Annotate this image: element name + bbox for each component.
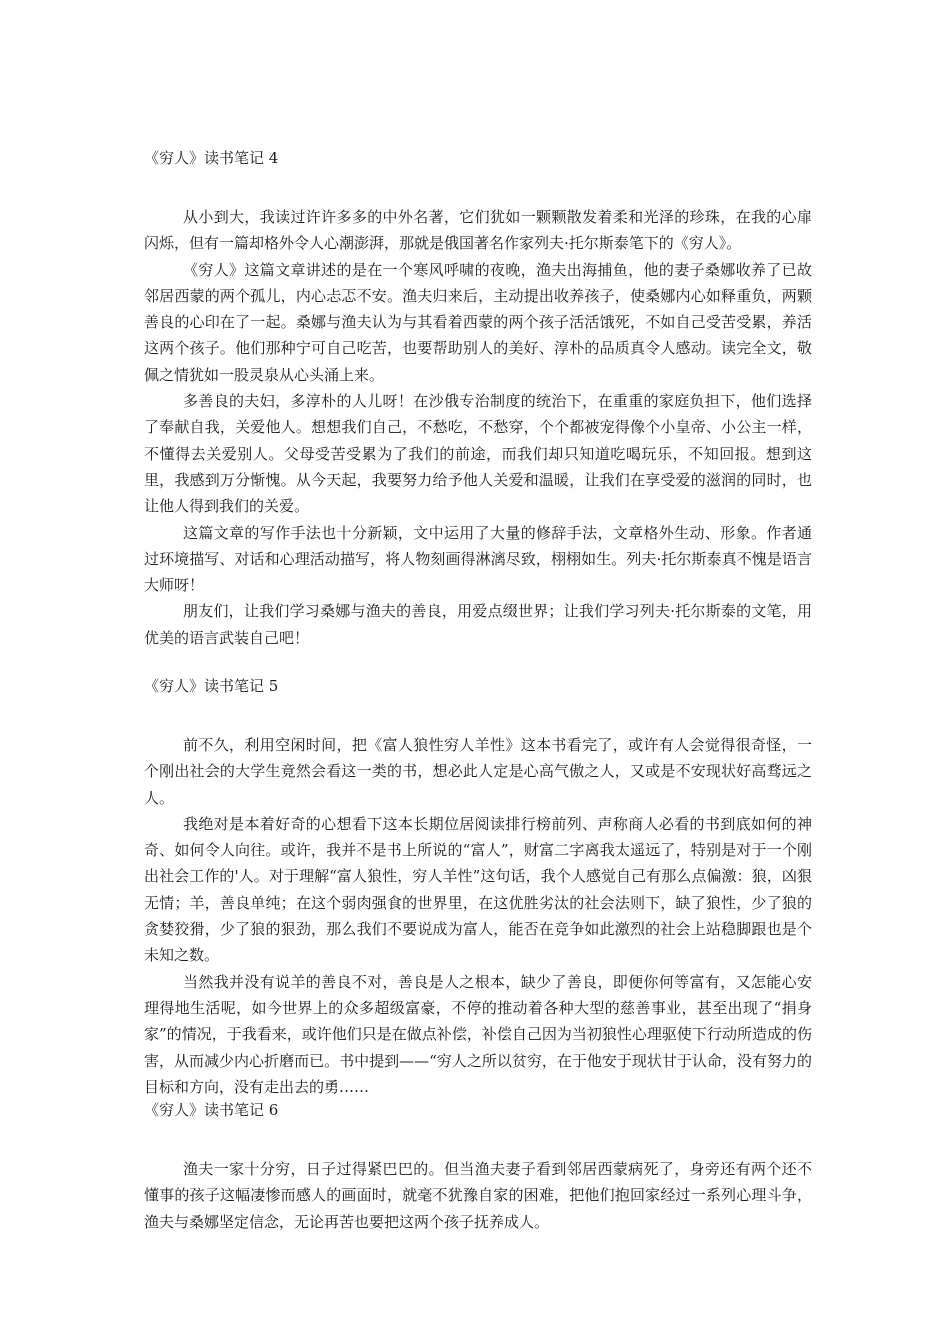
paragraph: 当然我并没有说羊的善良不对，善良是人之根本，缺少了善良，即便你何等富有，又怎能心安理得地生活呢，如今世界上的众多超级富豪，不停的推动着各种大型的慈善事业，甚至出现了“捐身家”的情况，于我看来，或许他们只是在做点补偿，补偿自己因为当初狼性心理驱使下行动所造成的伤害，从而减少内心折磨而已。书中提到——“穷人之所以贫穷，在于他安于现状甘于认命，没有努力的目标和方向，没有走出去的勇…… <box>144 972 812 1096</box>
section-body <box>144 1156 812 1235</box>
paragraph: 多善良的夫妇，多淳朴的人儿呀！在沙俄专治制度的统治下，在重重的家庭负担下，他们选择了奉献自我，关爱他人。想想我们自己，不愁吃，不愁穿，个个都被宠得像个小皇帝、小公主一样，不懂得去关爱别人。父母受苦受累为了我们的前途，而我们却只知道吃喝玩乐，不知回报。想到这里，我感到万分惭愧。从今天起，我要努力给予他人关爱和温暖，让我们在享受爱的滋润的同时，也让他人得到我们的关爱。 <box>144 392 812 516</box>
section-heading: 《穷人》读书笔记 5 <box>144 677 279 695</box>
paragraph: 《穷人》这篇文章讲述的是在一个寒风呼啸的夜晚，渔夫出海捕鱼，他的妻子桑娜收养了已故邻居西蒙的两个孤儿，内心忐忑不安。渔夫归来后，主动提出收养孩子，使桑娜内心如释重负，两颗善良的心印在了一起。桑娜与渔夫认为与其看着西蒙的两个孩子活活饿死，不如自己受苦受累，养活这两个孩子。他们那种宁可自己吃苦，也要帮助别人的美好、淳朴的品质真令人感动。读完全文，敬佩之情犹如一股灵泉从心头涌上来。 <box>144 260 812 384</box>
paragraph: 前不久，利用空闲时间，把《富人狼性穷人羊性》这本书看完了，或许有人会觉得很奇怪，一个刚出社会的大学生竟然会看这一类的书，想必此人定是心高气傲之人，又或是不安现状好高骛远之人。 <box>144 736 812 807</box>
section-heading: 《穷人》读书笔记 6 <box>144 1101 279 1119</box>
section-body <box>144 204 812 651</box>
paragraph: 这篇文章的写作手法也十分新颖，文中运用了大量的修辞手法，文章格外生动、形象。作者通过环境描写、对话和心理活动描写，将人物刻画得淋漓尽致，栩栩如生。列夫·托尔斯泰真不愧是语言大师呀！ <box>144 523 812 595</box>
paragraph: 从小到大，我读过许许多多的中外名著，它们犹如一颗颗散发着柔和光泽的珍珠，在我的心扉闪烁，但有一篇却格外令人心潮澎湃，那就是俄国著名作家列夫·托尔斯泰笔下的《穷人》。 <box>144 208 812 253</box>
section-note-5 <box>144 676 812 1100</box>
paragraph: 朋友们，让我们学习桑娜与渔夫的善良，用爱点缀世界；让我们学习列夫·托尔斯泰的文笔，用优美的语言武装自己吧！ <box>144 602 812 647</box>
section-note-6 <box>144 1100 812 1235</box>
section-body <box>144 732 812 1100</box>
section-note-4 <box>144 148 812 651</box>
section-heading: 《穷人》读书笔记 4 <box>144 149 279 167</box>
paragraph: 渔夫一家十分穷，日子过得紧巴巴的。但当渔夫妻子看到邻居西蒙病死了，身旁还有两个还不懂事的孩子这幅凄惨而感人的画面时，就毫不犹豫自家的困难，把他们抱回家经过一系列心理斗争，渔夫与桑娜坚定信念，无论再苦也要把这两个孩子抚养成人。 <box>144 1160 812 1231</box>
paragraph: 我绝对是本着好奇的心想看下这本长期位居阅读排行榜前列、声称商人必看的书到底如何的神奇、如何令人向往。或许，我并不是书上所说的“富人”，财富二字离我太遥远了，特别是对于一个刚出社会工作的'人。对于理解“富人狼性，穷人羊性”这句话，我个人感觉自己有那么点偏激：狼，凶狠无情；羊，善良单纯；在这个弱肉强食的世界里，在这优胜劣汰的社会法则下，缺了狼性，少了狼的贪婪狡猾，少了狼的狠劲，那么我们不要说成为富人，能否在竞争如此激烈的社会上站稳脚跟也是个未知之数。 <box>144 814 812 965</box>
